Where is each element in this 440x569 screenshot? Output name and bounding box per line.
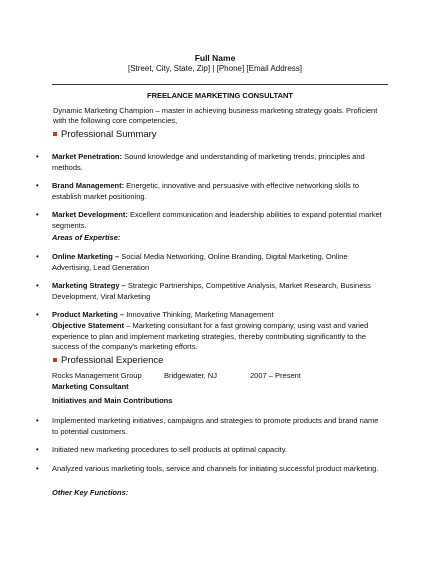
item-text: Innovative Thinking, Marketing Management — [124, 310, 274, 319]
item-text: Energetic, innovative and persuasive with effective networking skills to establish market positioning. — [52, 181, 360, 201]
item-text: Excellent communication and leadership abilities to expand potential market segments. — [52, 210, 382, 230]
company-name: Rocks Management Group — [52, 371, 142, 380]
contributions-label: Initiatives and Main Contributions — [52, 396, 173, 405]
resume-title: FREELANCE MARKETING CONSULTANT — [147, 91, 293, 100]
objective-statement — [52, 321, 382, 353]
intro-paragraph: Dynamic Marketing Champion – master in achieving business marketing strategy goals. Proficient with the following core competencies, — [53, 106, 378, 125]
full-name: Full Name — [194, 53, 236, 63]
employment-dates: 2007 – Present — [250, 371, 301, 380]
item-label: Product Marketing – — [52, 310, 125, 319]
job-role: Marketing Consultant — [52, 382, 129, 391]
objective-label: Objective Statement — [52, 321, 125, 330]
company-location: Bridgewater, NJ — [164, 371, 217, 380]
section-heading: Professional Summary — [61, 129, 157, 140]
header-divider — [52, 84, 388, 85]
section-professional-experience — [53, 355, 163, 366]
section-square-icon — [53, 132, 57, 136]
list-item: • Implemented marketing initiatives, campaigns and strategies to promote products and brand name to potential customers. — [52, 416, 382, 437]
section-professional-summary — [53, 129, 157, 140]
list-item — [52, 210, 382, 231]
list-item — [52, 281, 382, 302]
objective-text: – Marketing consultant for a fast growing company, using vast and varied experience to plan and implement marketing strategies, thereby contributing significantly to the success of the company's marketing efforts. — [52, 321, 369, 351]
areas-of-expertise-label: Areas of Expertise: — [52, 233, 121, 242]
list-item — [52, 152, 382, 173]
item-text: Social Media Networking, Online Branding, Digital Marketing, Online Advertising, Lead Generation — [52, 252, 348, 272]
list-item: • Initiated new marketing procedures to sell products at optimal capacity. — [52, 445, 382, 456]
item-label: Market Development: — [52, 210, 128, 219]
list-item: • Analyzed various marketing tools, service and channels for initiating successful product marketing. — [52, 464, 382, 475]
section-heading: Professional Experience — [61, 355, 164, 366]
other-key-functions-label: Other Key Functions: — [52, 488, 129, 497]
section-square-icon — [53, 358, 57, 362]
item-label: Brand Management: — [52, 181, 125, 190]
item-label: Online Marketing – — [52, 252, 120, 261]
item-label: Market Penetration: — [52, 152, 123, 161]
item-text: Sound knowledge and understanding of marketing trends, principles and methods. — [52, 152, 365, 172]
list-item — [52, 252, 382, 273]
item-text: Strategic Partnerships, Competitive Analysis, Market Research, Business Development, Viral Marketing — [52, 281, 371, 301]
list-item — [52, 310, 382, 321]
contact-line: [Street, City, State, Zip] | [Phone] [Email Address] — [127, 64, 302, 73]
list-item — [52, 181, 382, 202]
item-label: Marketing Strategy – — [52, 281, 126, 290]
